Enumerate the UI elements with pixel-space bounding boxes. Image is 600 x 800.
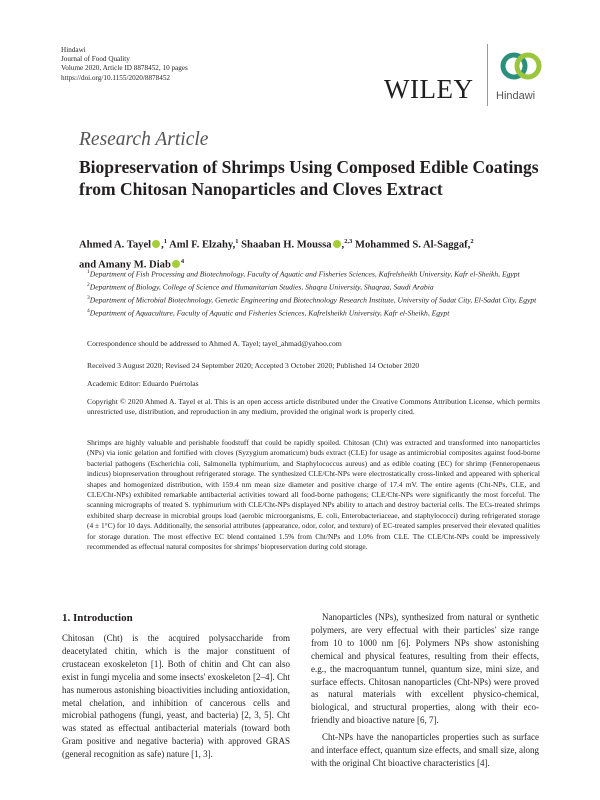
affiliation xyxy=(87,306,547,319)
affiliation xyxy=(87,267,547,280)
author-affil-number: 2,3 xyxy=(344,238,353,245)
author-affil-number: 4 xyxy=(180,257,185,265)
affiliation-text: Department of Biology, College of Science and Humanitarian Studies, Shaqra University, Shaqraa, Saudi Arabia xyxy=(89,282,434,292)
hindawi-logo-text: Hindawi xyxy=(496,90,536,102)
doi-link[interactable]: https://doi.org/10.1155/2020/8878452 xyxy=(61,73,171,82)
author-name: Aml F. Elzahy xyxy=(169,239,233,251)
academic-editor: Academic Editor: Eduardo Puértolas xyxy=(87,379,199,388)
affiliation-text: Department of Fish Processing and Biotechnology, Faculty of Aquatic and Fisheries Sciences, Kafrelsheikh University, Kafr el-Sheikh, Egypt xyxy=(89,269,520,279)
author-name: Shaaban H. Moussa xyxy=(241,239,332,251)
article-type: Research Article xyxy=(79,129,209,150)
affiliations xyxy=(87,267,547,319)
affiliation xyxy=(87,280,547,293)
journal-name: Journal of Food Quality xyxy=(61,55,130,64)
body-column-left xyxy=(62,632,290,761)
affiliation xyxy=(87,293,547,306)
affiliation-number: 4 xyxy=(87,308,90,315)
journal-info xyxy=(61,46,188,83)
author-list: Ahmed A. Tayel ,$^1$ Aml F. Elzahy,$^1$ Shaaban H. Moussa ,$^{2,3}$ Mohammed S. Al-Saggaf,$^2$ and Amany M. Diab $^4$ xyxy=(79,238,474,271)
logo-divider xyxy=(487,44,488,106)
orcid-icon[interactable] xyxy=(333,240,341,248)
affiliation-number: 3 xyxy=(87,295,90,302)
article-title: Biopreservation of Shrimps Using Composed Edible Coatings from Chitosan Nanoparticles and Cloves Extract xyxy=(79,157,539,199)
abstract: Shrimps are highly valuable and perishable foodstuff that could be rapidly spoiled. Chitosan (Cht) was extracted and transformed into nanoparticles (NPs) via ionic gelation and fortified with cloves (Syzygium aromaticum) buds extract (CLE) for usage as antimicrobial composites against food-borne bacterial pathogens (Escherichia coli, Salmonella typhimurium, and Staphylococcus aureus) and as edible coating (EC) for shrimp (Fenneropenaeus indicus) biopreservation throughout refrigerated storage. The synthesized CLE/Cht-NPs were electrostatically cross-linked and appeared with spherical shapes and homogenized distribution, with 159.4 nm mean size diameter and positive charge of 17.4 mV. The entire agents (Cht-NPs, CLE, and CLE/Cht-NPs) exhibited remarkable antibacterial activities toward all food-borne pathogens; CLE/Cht-NPs were significantly the most forceful. The scanning micrographs of treated S. typhimurium with CLE/Cht-NPs displayed NPs ability to attach and destroy bacterial cells. The ECs-treated shrimps exhibited sharp decrease in microbial groups load (aerobic microorganisms, E. coli, Enterobacteriaceae, and staphylococci) during refrigerated storage (4 ± 1°C) for 10 days. Additionally, the sensorial attributes (appearance, odor, color, and texture) of EC-treated samples preserved their elevated qualities for storage duration. The most effective EC blend contained 1.5% from Cht/NPs and 1.0% from CLE. The CLE/Cht-NPs could be impressively recommended as effectual natural composites for shrimps' biopreservation during cold storage. xyxy=(87,438,540,552)
author-name: Amany M. Diab xyxy=(98,259,171,271)
affiliation-text: Department of Microbial Biotechnology, Genetic Engineering and Biotechnology Research Institute, University of Sadat City, El-Sadat City, Egypt xyxy=(89,295,537,305)
copyright-notice: Copyright © 2020 Ahmed A. Tayel et al. This is an open access article distributed under the Creative Commons Attribution License, which permits unrestricted use, distribution, and reproduction in any medium, provided the original work is properly cited. xyxy=(87,397,540,417)
affiliation-number: 2 xyxy=(87,282,90,289)
section-heading: 1. Introduction xyxy=(62,612,133,624)
affiliation-number: 1 xyxy=(87,269,90,275)
paragraph: Cht-NPs have the nanoparticles properties such as surface and interface effect, quantum size effects, and small size, along with the original Cht bioactive characteristics [4]. xyxy=(311,732,539,768)
volume-info: Volume 2020, Article ID 8878452, 10 pages xyxy=(61,64,188,73)
correspondence: Correspondence should be addressed to Ahmed A. Tayel; tayel_ahmad@yahoo.com xyxy=(87,339,342,348)
author-name: Ahmed A. Tayel xyxy=(79,239,152,251)
paragraph: Chitosan (Cht) is the acquired polysaccharide from deacetylated chitin, which is the major constituent of crustacean exoskeleton [1]. Both of chitin and Cht can also exist in fungi mycelia and some insects' exoskeleton [2–4]. Cht has numerous astonishing bioactivities including antioxidation, metal chelation, and inhibition of cancerous cells and microbial pathogens (fungi, yeast, and bacteria) [2, 3, 5]. Cht was stated as effectual antibacterial materials (toward both Gram positive and negative bacteria) with approved GRAS (general recognition as safe) nature [1, 3]. xyxy=(62,633,290,760)
author-name: Mohammed S. Al-Saggaf xyxy=(354,239,468,251)
publisher-name: Hindawi xyxy=(61,46,86,54)
author-affil-number: 1 xyxy=(163,238,168,245)
affiliation-text: Department of Aquaculture, Faculty of Aquatic and Fisheries Sciences, Kafrelsheikh University, Kafr el-Sheikh, Egypt xyxy=(89,308,450,318)
orcid-icon[interactable] xyxy=(152,240,160,248)
body-column-right xyxy=(311,611,539,774)
author-affil-number: 1 xyxy=(235,238,239,245)
author-affil-number: 2 xyxy=(470,238,474,245)
paragraph: Nanoparticles (NPs), synthesized from natural or synthetic polymers, are very effectual with their particles' size range from 10 to 1000 nm [6]. Polymers NPs show astonishing chemical and physical features, resulting from their effects, e.g., the macroquantum tunnel, quantum size, mini size, and surface effects. Chitosan nanoparticles (Cht-NPs) were proved as natural materials with excellent physico-chemical, biological, and structural properties, along with their eco-friendly and bioactive nature [6, 7]. xyxy=(311,612,539,726)
wiley-logo: WILEY xyxy=(384,74,474,104)
dates-line: Received 3 August 2020; Revised 24 September 2020; Accepted 3 October 2020; Published 14 October 2020 xyxy=(87,361,420,370)
